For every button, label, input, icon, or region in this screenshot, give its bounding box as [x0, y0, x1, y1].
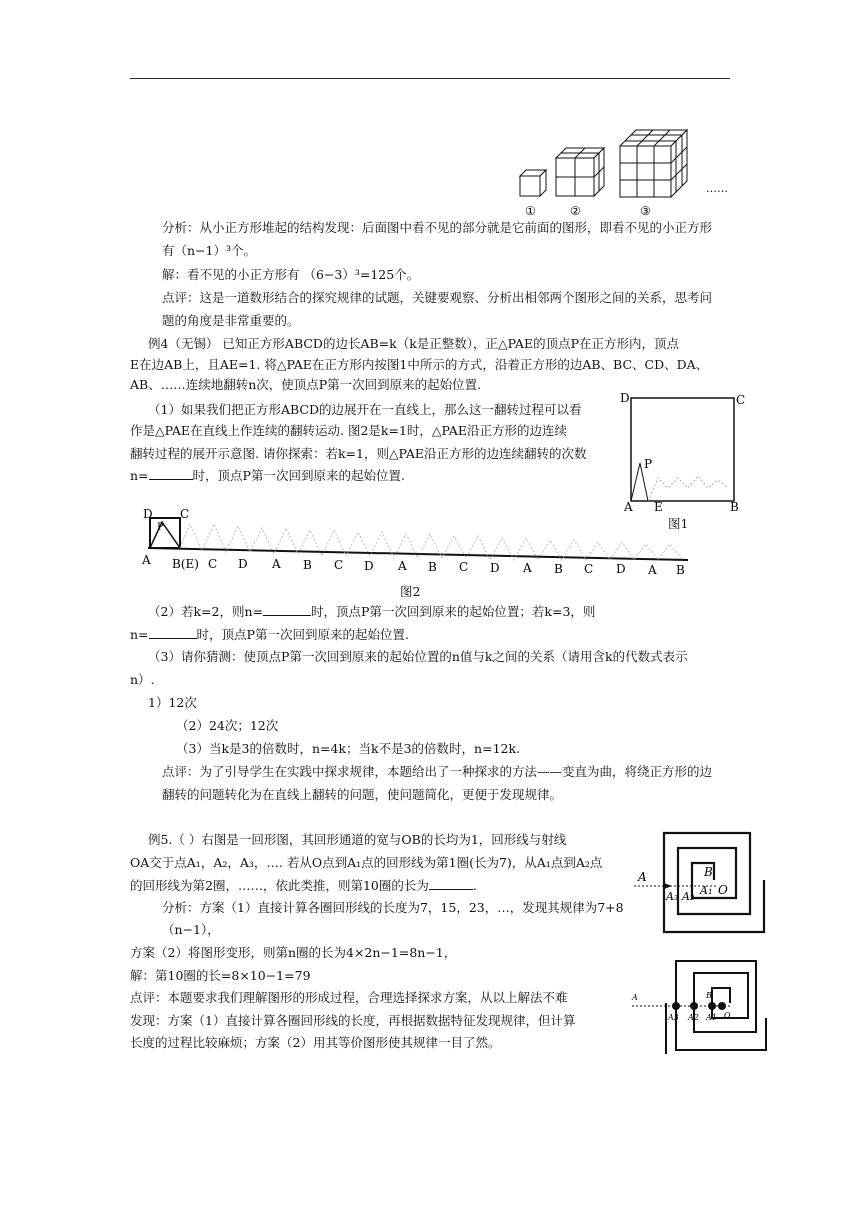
spiral2-label-O: O: [724, 1011, 731, 1020]
ex4-answer-2: （2）24次；12次: [176, 718, 279, 733]
spiral-figure-1: [632, 828, 772, 938]
ex4-q2-line-1: [148, 602, 595, 621]
spiral2-label-A2: A2: [688, 1013, 699, 1022]
fig2-label-P: P: [157, 522, 164, 533]
ex4-q2-k2-blank[interactable]: [263, 603, 311, 616]
fig2-base-label: C: [459, 560, 469, 574]
spiral2-point-O: [718, 1002, 726, 1010]
ex5-answer-blank[interactable]: [429, 877, 473, 890]
fig2-base-label: A: [523, 561, 532, 575]
header-rule: [130, 78, 730, 79]
spiral1-label-A1: A₁: [700, 884, 713, 897]
ex4-q2-tail: 时，顶点P第一次回到原来的起始位置.: [196, 627, 409, 642]
fig2-base-label: D: [616, 562, 626, 576]
ex5-analysis-3: 方案（2）将图形变形，则第n圈的长为4×2n−1=8n−1，: [130, 945, 457, 960]
figure-2: [140, 506, 700, 576]
ex4-q1-line-3: 翻转过程的展开示意图. 请你探索：若k=1，则△PAE沿正方形的边连续翻转的次数: [130, 446, 587, 461]
fig1-label-E: E: [654, 500, 663, 514]
cube-label-3: ③: [640, 204, 651, 218]
spiral1-label-A: A: [638, 870, 647, 884]
ex5-analysis-1: 分析：方案（1）直接计算各圈回形线的长度为7，15，23，…，发现其规律为7+8: [162, 900, 624, 915]
ex4-q2-k3-blank[interactable]: [149, 626, 197, 639]
spiral2-point-A3: [672, 1002, 680, 1010]
ex3-comment-2: 题的角度是非常重要的。: [162, 313, 300, 328]
ex5-line-2: OA交于点A₁，A₂，A₃，…. 若从O点到A₁点的回形线为第1圈(长为7)，从A₁点到A₂点: [130, 855, 603, 870]
fig2-base-label: B: [676, 563, 685, 577]
cube-label-2: ②: [570, 204, 581, 218]
ex5-comment-2: 发现：方案（1）直接计算各圈回形线的长度，再根据数据特征发现规律，但计算: [130, 1013, 576, 1028]
fig1-label-P: P: [644, 457, 653, 471]
fig1-label-D: D: [620, 391, 630, 405]
ex4-answer-3: （3）当k是3的倍数时，n=4k；当k不是3的倍数时，n=12k.: [176, 741, 521, 756]
fig2-caption: 图2: [400, 584, 421, 599]
ex4-line-2: E在边AB上，且AE=1. 将△PAE在正方形内按图1中所示的方式，沿着正方形的边AB、BC、CD、DA、: [130, 357, 709, 372]
ex4-q2-mid: 时，顶点P第一次回到原来的起始位置；若k=3，则: [310, 604, 596, 619]
fig2-base-label: B: [303, 558, 312, 572]
ex4-q1-line-2: 作是△PAE在直线上作连续的翻转运动. 图2是k=1时，△PAE沿正方形的边连续: [130, 423, 567, 438]
fig2-base-label: C: [208, 557, 218, 571]
ex3-comment-1: 点评：这是一道数形结合的探究规律的试题，关键要观察、分析出相邻两个图形之间的关系，思考问: [162, 290, 713, 305]
ex5-line-3-text: 的回形线为第2圈，……，依此类推，则第10圈的长为: [130, 878, 429, 893]
ex4-q3-line-2: n）.: [130, 672, 155, 687]
ex4-comment-1: 点评：为了引导学生在实践中探求规律，本题给出了一种探求的方法——变直为曲，将绕正方形的边: [162, 764, 713, 779]
ex3-analysis-2: 有（n−1）³个。: [162, 243, 256, 258]
fig2-base-label: A: [272, 557, 281, 571]
ex5-analysis-2: （n−1），: [162, 922, 220, 937]
spiral2-label-A3: A3: [668, 1013, 679, 1022]
ex5-comment-3: 长度的过程比较麻烦；方案（2）用其等价图形使其规律一目了然。: [130, 1035, 501, 1050]
ex5-comment-1: 点评：本题要求我们理解图形的形成过程，合理选择探求方案，从以上解法不难: [130, 990, 568, 1005]
spiral1-label-O: O: [718, 883, 728, 897]
fig1-caption: 图1: [668, 516, 689, 531]
fig2-base-label: B: [554, 562, 563, 576]
ex5-solution: 解：第10圈的长=8×10−1=79: [130, 968, 311, 983]
ex4-q1-line-1: （1）如果我们把正方形ABCD的边展开在一直线上，那么这一翻转过程可以看: [148, 402, 582, 417]
spiral1-label-A3: A₃: [666, 890, 679, 903]
ex4-q2-n-label: n=: [130, 627, 149, 642]
fig2-base-label: D: [364, 559, 374, 573]
fig2-base-label: B: [428, 560, 437, 574]
fig2-label-C: C: [180, 507, 190, 521]
ex4-q1-line-4: [130, 466, 405, 485]
ex4-q1-n-label: n=: [130, 468, 149, 483]
cube-figures: [510, 118, 770, 218]
ex4-q1-answer-blank[interactable]: [149, 467, 193, 480]
fig1-label-C: C: [736, 393, 746, 407]
ex5-line-1: 例5.（ ）右图是一回形图，其回形通道的宽与OB的长均为1，回形线与射线: [148, 832, 567, 847]
spiral2-label-A: A: [632, 993, 638, 1002]
ex4-q1-tail: 时，顶点P第一次回到原来的起始位置.: [192, 468, 405, 483]
ex4-q3-line-1: （3）请你猜测：使顶点P第一次回到原来的起始位置的n值与k之间的关系（请用含k的代数式表示: [148, 649, 688, 664]
fig2-base-label: D: [490, 561, 500, 575]
cube-ellipsis: ……: [706, 182, 728, 195]
spiral2-point-A1: [708, 1002, 716, 1010]
ex3-analysis-1: 分析：从小正方形堆起的结构发现：后面图中看不见的部分就是它前面的图形，即看不见的小正方形: [162, 220, 713, 235]
fig1-label-B: B: [730, 500, 739, 514]
fig2-base-label: D: [238, 557, 248, 571]
spiral2-label-B: B: [706, 991, 712, 1000]
ex4-comment-2: 翻转的问题转化为在直线上翻转的问题，使问题简化，更便于发现规律。: [162, 787, 563, 802]
spiral-figure-2: [630, 958, 770, 1058]
fig2-base-label: A: [142, 553, 151, 567]
ex4-answer-1: 1）12次: [148, 695, 197, 710]
ex3-solution: 解：看不见的小正方形有 （6−3）³=125个。: [162, 267, 420, 282]
fig2-base-label: A: [398, 559, 407, 573]
fig1-label-A: A: [624, 500, 633, 514]
spiral2-label-A1: A1: [706, 1013, 717, 1022]
ex4-line-1: 例4（无锡） 已知正方形ABCD的边长AB=k（k是正整数），正△PAE的顶点P在正方形内，顶点: [148, 336, 679, 351]
fig2-base-label: C: [584, 562, 594, 576]
ex4-q2-line-2: [130, 625, 409, 644]
fig2-base-label: B(E): [172, 557, 199, 571]
ex5-line-3: [130, 876, 477, 895]
fig2-base-label: A: [648, 563, 657, 577]
fig2-label-D: D: [143, 507, 153, 521]
fig2-base-label: C: [334, 558, 344, 572]
ex4-line-3: AB、……连续地翻转n次，使顶点P第一次回到原来的起始位置.: [130, 377, 482, 392]
spiral2-point-A2: [690, 1002, 698, 1010]
spiral1-label-B: B: [704, 865, 713, 879]
ex5-line-3-end: .: [472, 878, 477, 893]
cube-label-1: ①: [525, 204, 536, 218]
spiral1-label-A2: A₂: [682, 890, 695, 903]
ex4-q2-prefix: （2）若k=2，则n=: [148, 604, 263, 619]
